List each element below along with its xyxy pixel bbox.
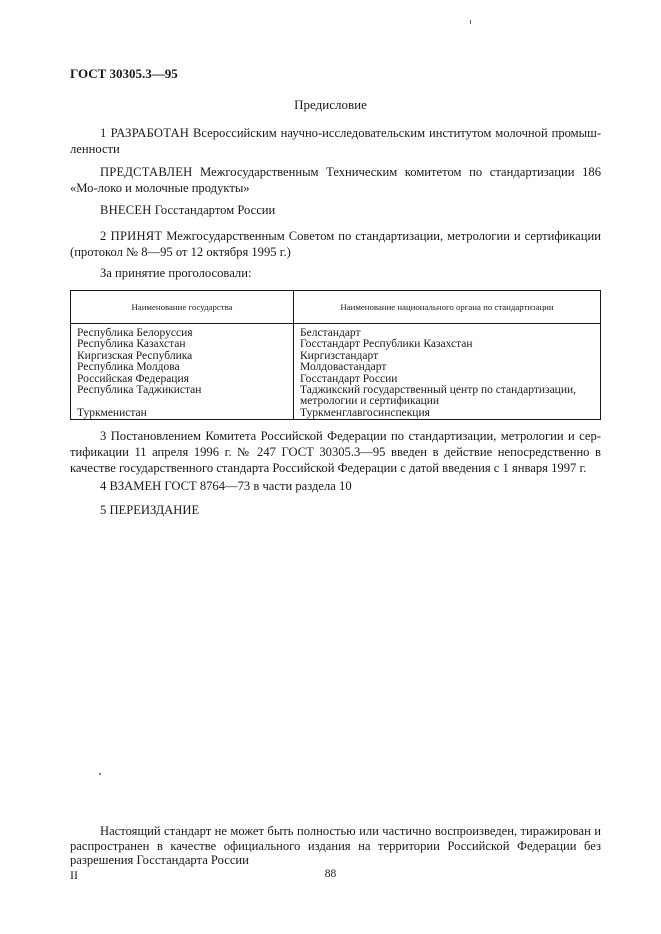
scan-speck [99, 773, 101, 775]
table-cell-body: Госстандарт России [300, 372, 398, 385]
paragraph-text: 3 Постановлением Комитета Российской Федерации по стандартизации, метрологии и сер-тификации 11 апреля 1996 г. № 247 ГОСТ 30305.3—95 введен в действие непосредственно в качестве государственного стандарта Российской Федерации с датой введения с 1 января 1997 г. [70, 429, 601, 475]
page-roman-numeral: II [70, 868, 78, 882]
document-code: ГОСТ 30305.3—95 [70, 66, 178, 81]
paragraph-lead: ПРЕДСТАВЛЕН [100, 165, 193, 179]
table-cell-body: Молдовастандарт [300, 361, 387, 374]
section-title: Предисловие [294, 97, 367, 112]
table-cell-state: Российская Федерация [77, 372, 189, 385]
paragraph-text: 5 ПЕРЕИЗДАНИЕ [100, 503, 200, 517]
states-column [71, 324, 294, 420]
table-cell-body: Белстандарт [300, 327, 361, 339]
paragraph-reissue [70, 502, 601, 518]
table-cell-state: Республика Белоруссия [77, 327, 193, 339]
table-cell-body: Киргизстандарт [300, 349, 379, 362]
paragraph-text: Всероссийским научно-исследовательским институтом молочной промыш-ленности [70, 126, 602, 156]
table-cell-state: Республика Молдова [77, 361, 180, 374]
table-cell-state: Республика Таджикистан [77, 384, 202, 397]
paragraph-decree [70, 428, 601, 476]
table-cell-body: Госстандарт Республики Казахстан [300, 338, 473, 351]
scan-speck [470, 20, 471, 24]
paragraph-lead: 2 ПРИНЯТ [100, 229, 163, 243]
paragraph-introduced [70, 202, 601, 218]
table-cell-body: Таджикский государственный центр по стандартизации, [300, 384, 577, 397]
copyright-note [70, 824, 601, 868]
bodies-column [294, 324, 601, 420]
table-cell-body: Туркменглавгосинспекция [300, 406, 430, 419]
vote-label [70, 265, 601, 281]
paragraph-lead: ВНЕСЕН [100, 203, 152, 217]
table-cell-state: Республика Казахстан [77, 338, 186, 351]
paragraph-text: Межгосударственным Техническим комитетом по стандартизации 186 «Мо-локо и молочные продукты» [70, 165, 601, 195]
table-header-body: Наименование национального органа по стандартизации [294, 291, 601, 324]
paragraph-presented [70, 164, 601, 196]
table-cell-body: метрологии и сертификации [300, 395, 440, 408]
states-table [70, 290, 601, 420]
paragraph-adopted [70, 228, 601, 260]
copyright-text: Настоящий стандарт не может быть полностью или частично воспроизведен, тиражирован и распространен в качестве официального издания на территории Российской Федерации без разрешения Госстандарта России [70, 824, 601, 868]
table-cell-state: Туркменистан [77, 406, 147, 419]
paragraph-replaces [70, 478, 601, 494]
paragraph-text: 4 ВЗАМЕН ГОСТ 8764—73 в части раздела 10 [100, 479, 352, 493]
paragraph-developed [70, 125, 601, 157]
table-cell-state: Киргизская Республика [77, 349, 193, 362]
paragraph-lead: 1 РАЗРАБОТАН [100, 126, 190, 140]
table-header-state: Наименование государства [71, 291, 294, 324]
page-number: 88 [324, 868, 337, 880]
vote-label-text: За принятие проголосовали: [100, 266, 252, 280]
paragraph-text: Госстандартом России [154, 203, 276, 217]
paragraph-text: Межгосударственным Советом по стандартизации, метрологии и сертификации (протокол № 8—95 от 12 октября 1995 г.) [70, 229, 601, 259]
